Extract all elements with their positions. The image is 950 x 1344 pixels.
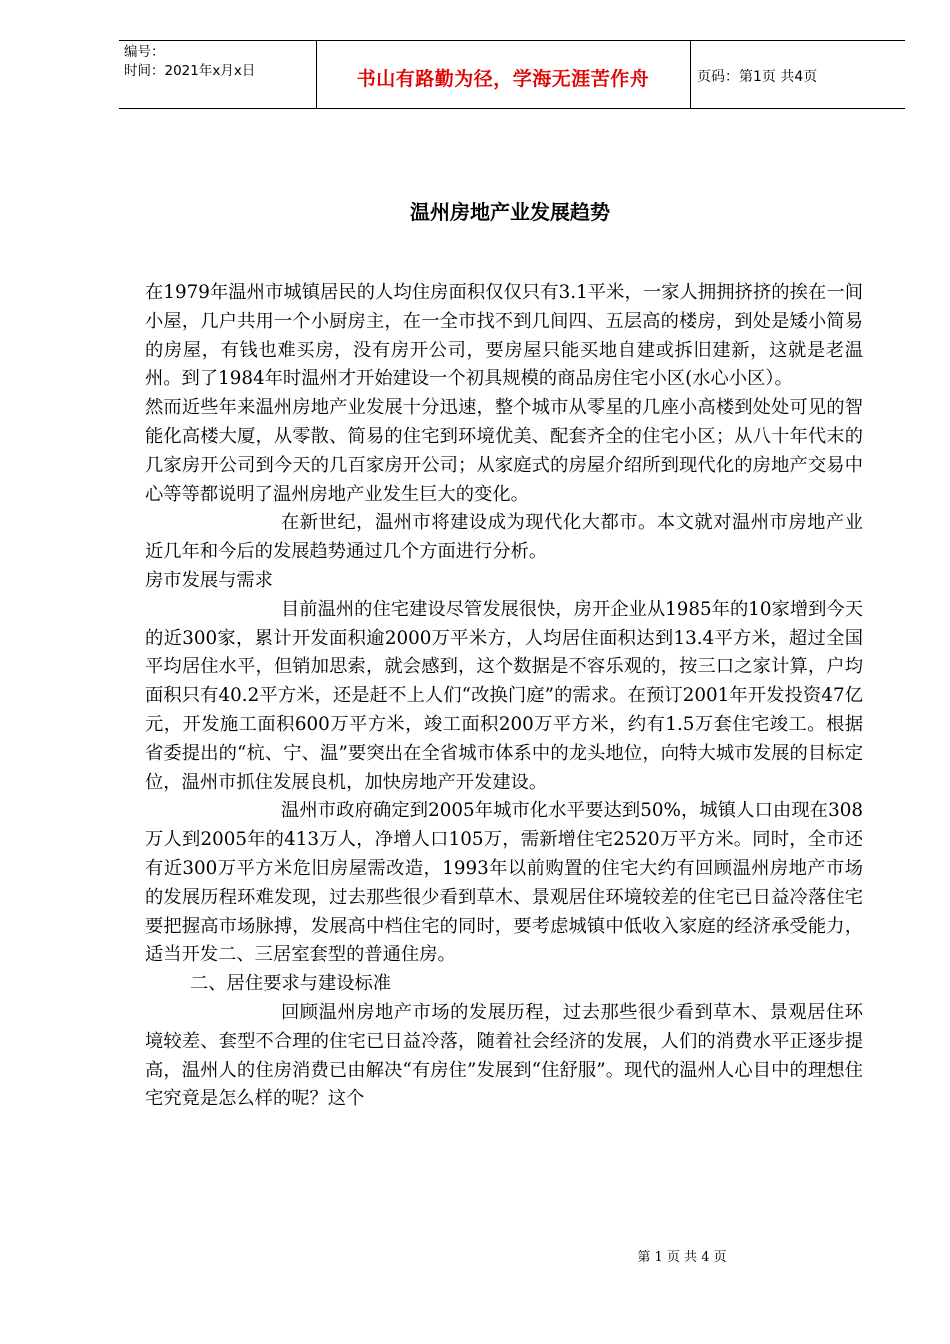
document-body	[145, 279, 863, 1114]
paragraph: 回顾温州房地产市场的发展历程，过去那些很少看到草木、景观居住环境较差、套型不合理的住宅已日益冷落，随着社会经济的发展，人们的消费水平正逐步提高，温州人的住房消费已由解决“有房住”发展到“住舒服”。现代的温州人心目中的理想住宅究竟是怎么样的呢？这个	[145, 1001, 863, 1110]
motto: 书山有路勤为径，学海无涯苦作舟	[356, 68, 650, 90]
paragraph: 温州市政府确定到2005年城市化水平要达到50%，城镇人口由现在308万人到2005年的413万人，净增人口105万，需新增住宅2520万平方米。同时，全市还有近300万平方米危旧房屋需改造，1993年以前购置的住宅大约有回顾温州房地产市场的发展历程环难发现，过去那些很少看到草木、景观居住环境较差的住宅已日益冷落住宅要把握高市场脉搏，发展高中档住宅的同时，要考虑城镇中低收入家庭的经济承受能力，适当开发二、三居室套型的普通住房。	[145, 800, 863, 966]
paragraph: 在新世纪，温州市将建设成为现代化大都市。本文就对温州市房地产业近几年和今后的发展趋势通过几个方面进行分析。	[145, 512, 863, 563]
document-header	[119, 40, 905, 109]
section-heading: 房市发展与需求	[145, 569, 273, 591]
section-heading: 二、居住要求与建设标准	[190, 973, 392, 995]
header-page-cell	[691, 41, 905, 108]
document-title: 温州房地产业发展趋势	[410, 200, 610, 224]
paragraph: 在1979年温州市城镇居民的人均住房面积仅仅只有3.1平米，一家人拥拥挤挤的挨在一间小屋，几户共用一个小厨房主，在一全市找不到几间四、五层高的楼房，到处是矮小简易的房屋，有钱也难买房，没有房开公司，要房屋只能买地自建或拆旧建新，这就是老温州。到了1984年时温州才开始建设一个初具规模的商品房住宅小区(水心小区）。	[145, 282, 863, 390]
header-motto-cell	[316, 41, 691, 108]
paragraph: 目前温州的住宅建设尽管发展很快，房开企业从1985年的10家增到今天的近300家，累计开发面积逾2000万平米方，人均居住面积达到13.4平方米，超过全国平均居住水平，但销加思索，就会感到，这个数据是不容乐观的，按三口之家计算，户均面积只有40.2平方米，还是赶不上人们“改换门庭”的需求。在预订2001年开发投资47亿元，开发施工面积600万平方米，竣工面积200万平方米，约有1.5万套住宅竣工。根据省委提出的“杭、宁、温”要突出在全省城市体系中的龙头地位，向特大城市发展的目标定位，温州市抓住发展良机，加快房地产开发建设。	[145, 598, 863, 793]
page-info: 页码：第1页 共4页	[697, 69, 818, 85]
paragraph: 然而近些年来温州房地产业发展十分迅速，整个城市从零星的几座小高楼到处处可见的智能化高楼大厦，从零散、简易的住宅到环境优美、配套齐全的住宅小区；从八十年代末的几家房开公司到今天的几百家房开公司；从家庭式的房屋介绍所到现代化的房地产交易中心等等都说明了温州房地产业发生巨大的变化。	[145, 397, 863, 505]
number-label: 编号：	[124, 44, 165, 60]
header-meta	[119, 41, 317, 108]
time-label: 时间：2021年x月x日	[124, 63, 256, 79]
page-footer: 第 1 页 共 4 页	[637, 1250, 727, 1265]
